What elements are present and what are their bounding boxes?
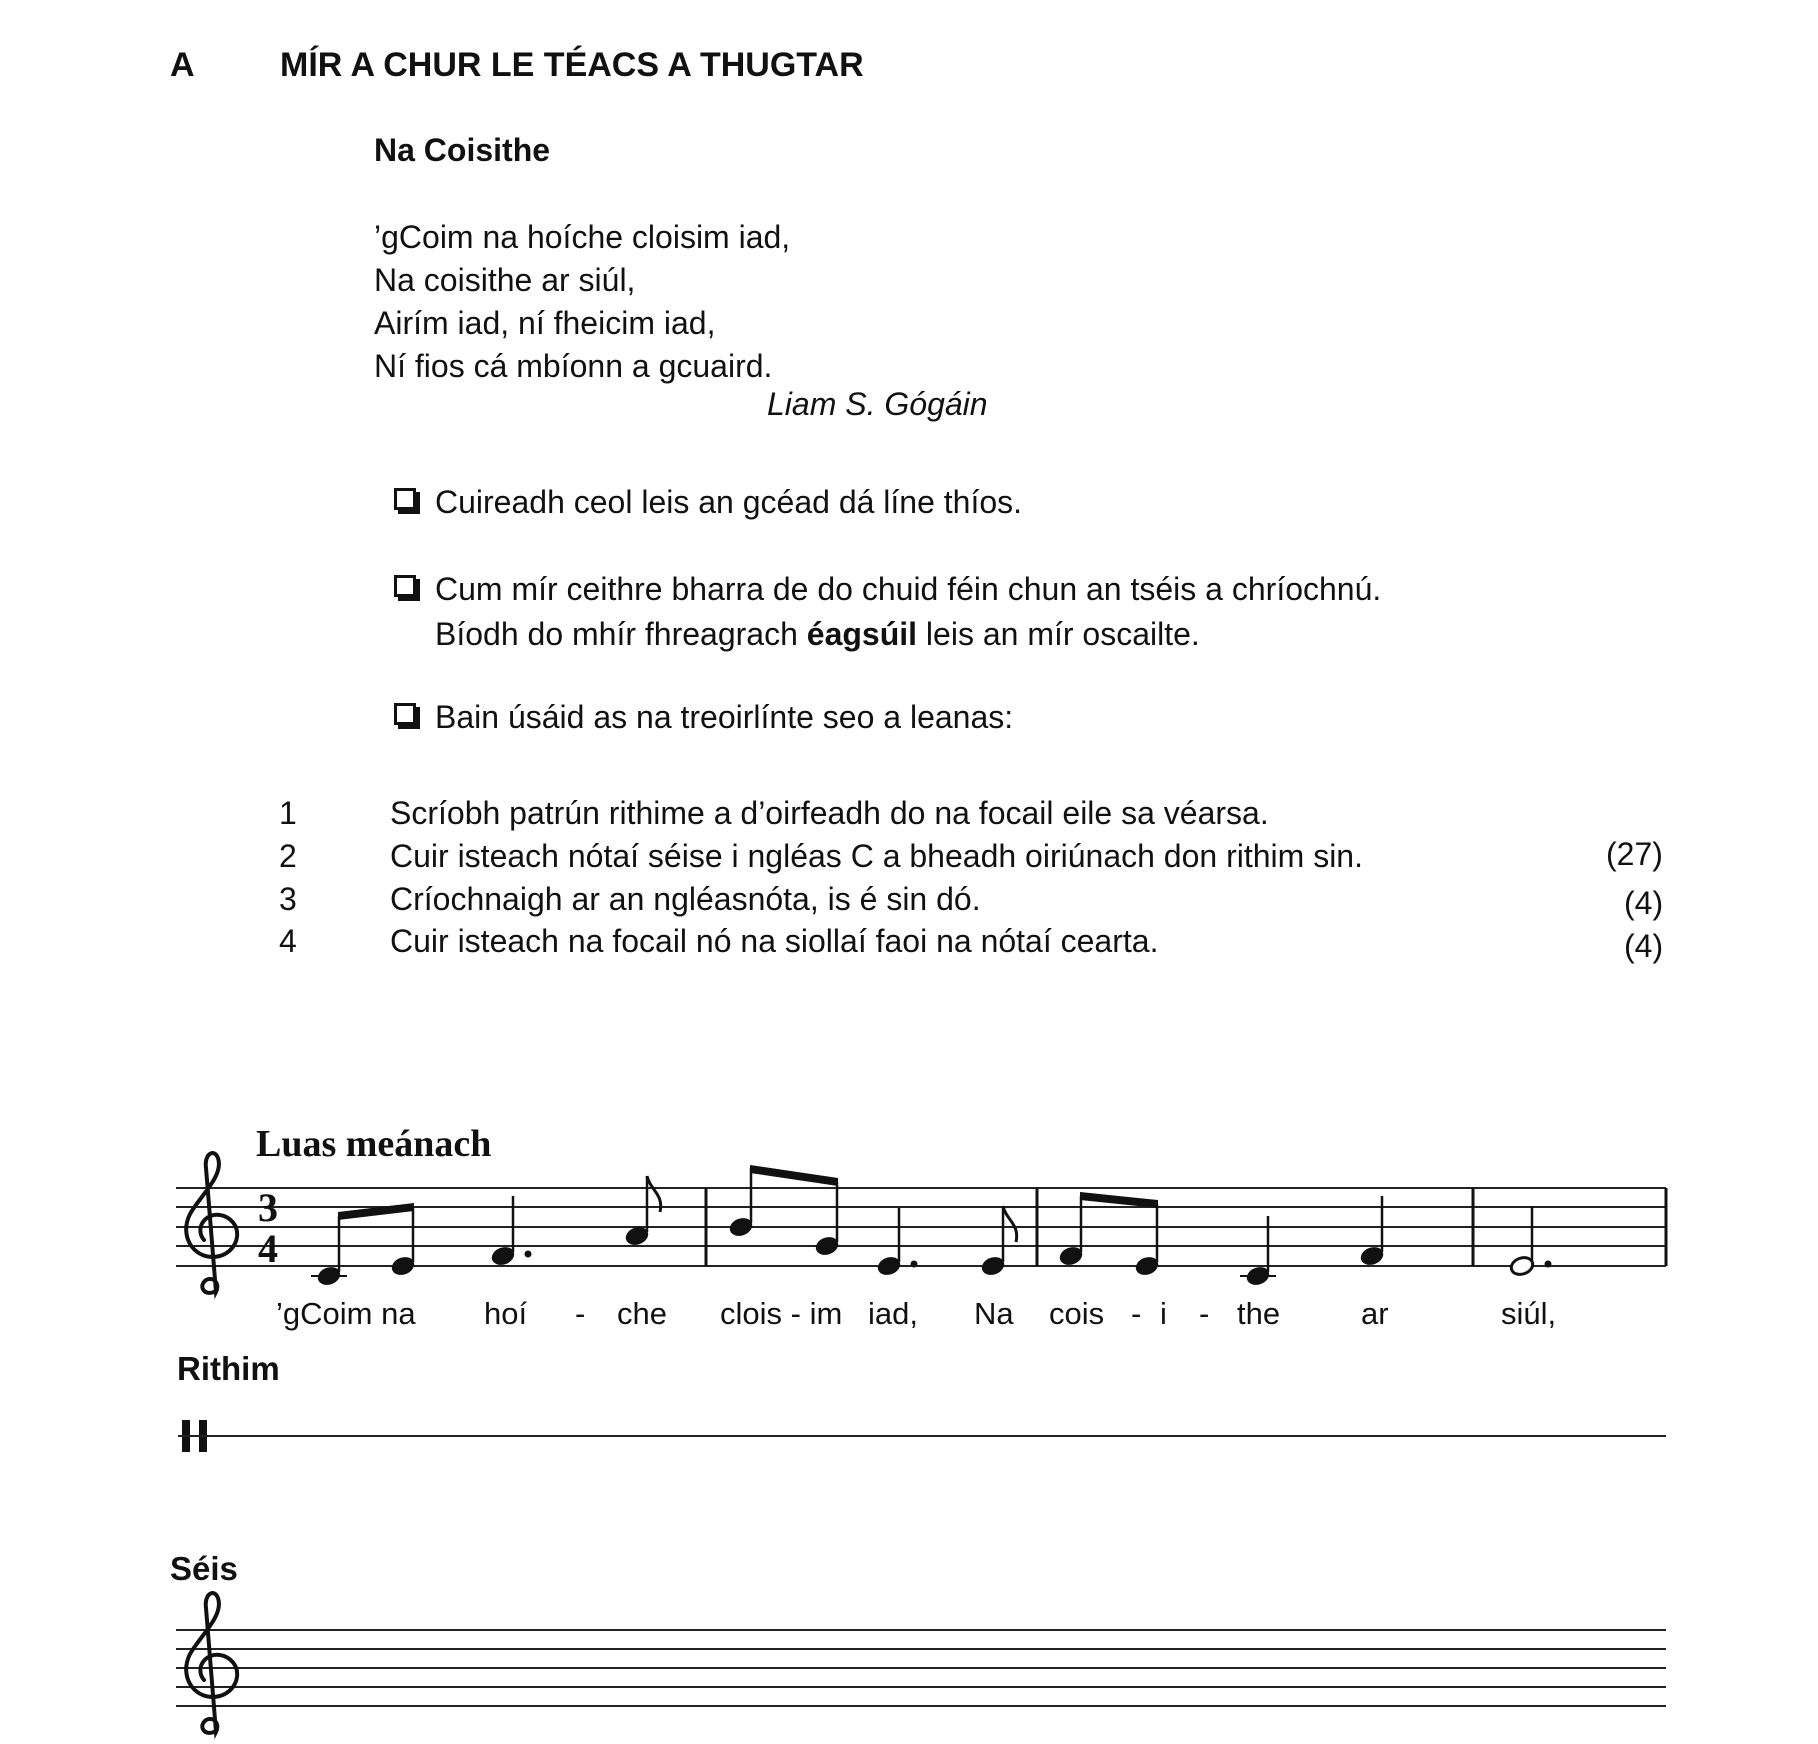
lyric-syllable: iad, [868,1296,918,1331]
lyric-syllable: ar [1361,1296,1389,1331]
step-number: 2 [279,838,297,874]
beam [338,1203,414,1220]
section-letter: A [170,46,195,84]
step-number: 4 [279,923,297,959]
time-signature-bottom: 4 [258,1226,278,1271]
poem-line: Airím iad, ní fheicim iad, [374,305,716,341]
empty-melody-staff [176,1630,1666,1706]
poem-line: Na coisithe ar siúl, [374,262,636,298]
lyric-hyphen: - [1131,1296,1142,1331]
step-text: Cuir isteach nótaí séise i ngléas C a bheadh oiriúnach don rithim sin. [390,838,1363,874]
instruction-2-emphasis: éagsúil [806,616,918,652]
lyric-syllable: siúl, [1501,1296,1557,1331]
section-title: MÍR A CHUR LE TÉACS A THUGTAR [280,46,864,84]
lyric-hyphen: - [575,1296,586,1331]
augmentation-dot [525,1251,531,1257]
instruction-2: Cum mír ceithre bharra de do chuid féin chun an tséis a chríochnú. [435,571,1382,607]
lyric-syllable: the [1237,1296,1281,1331]
step-text: Scríobh patrún rithime a d’oirfeadh do na focail eile sa véarsa. [390,795,1269,831]
lyric-syllable: i [1160,1296,1167,1331]
step-text: Críochnaigh ar an ngléasnóta, is é sin dó. [390,881,981,917]
time-signature-top: 3 [258,1185,278,1230]
poem-line: ’gCoim na hoíche cloisim iad, [374,219,791,255]
instruction-3: Bain úsáid as na treoirlínte seo a leanas: [435,699,1014,735]
poem-title: Na Coisithe [374,132,551,168]
poem-line: Ní fios cá mbíonn a gcuaird. [374,348,773,384]
beam [750,1165,838,1186]
eighth-flag [1003,1206,1017,1242]
step-number: 3 [279,881,297,917]
lyric-syllable: Na [974,1296,1014,1331]
marks-allocation: (4) [1624,885,1664,921]
melody-label: Séis [170,1550,238,1587]
lyric-syllable: hoí [484,1296,528,1331]
lyric-syllable: clois - im [720,1296,843,1331]
instruction-1: Cuireadh ceol leis an gcéad dá líne thíos. [435,484,1023,520]
instruction-2-text-end: leis an mír oscailte. [917,616,1200,652]
instruction-2-text: Bíodh do mhír fhreagrach [435,616,807,652]
poem-author: Liam S. Gógáin [767,386,988,422]
treble-clef-icon [186,1593,237,1733]
marks-allocation: (27) [1606,836,1663,872]
melody-staff [176,1188,1666,1266]
step-number: 1 [279,795,297,831]
lyric-syllable: che [617,1296,667,1331]
rhythm-label: Rithim [177,1350,280,1387]
augmentation-dot [911,1261,917,1267]
augmentation-dot [1545,1261,1551,1267]
step-text: Cuir isteach na focail nó na siollaí faoi na nótaí cearta. [390,923,1159,959]
tempo-marking: Luas meánach [256,1123,492,1165]
treble-clef-icon [186,1153,237,1293]
beam [1080,1192,1158,1208]
lyric-syllable: cois [1049,1296,1105,1331]
lyric-hyphen: - [1199,1296,1210,1331]
time-signature [258,1185,278,1271]
marks-allocation: (4) [1624,928,1664,964]
lyric-syllable: ’gCoim na [276,1296,416,1331]
